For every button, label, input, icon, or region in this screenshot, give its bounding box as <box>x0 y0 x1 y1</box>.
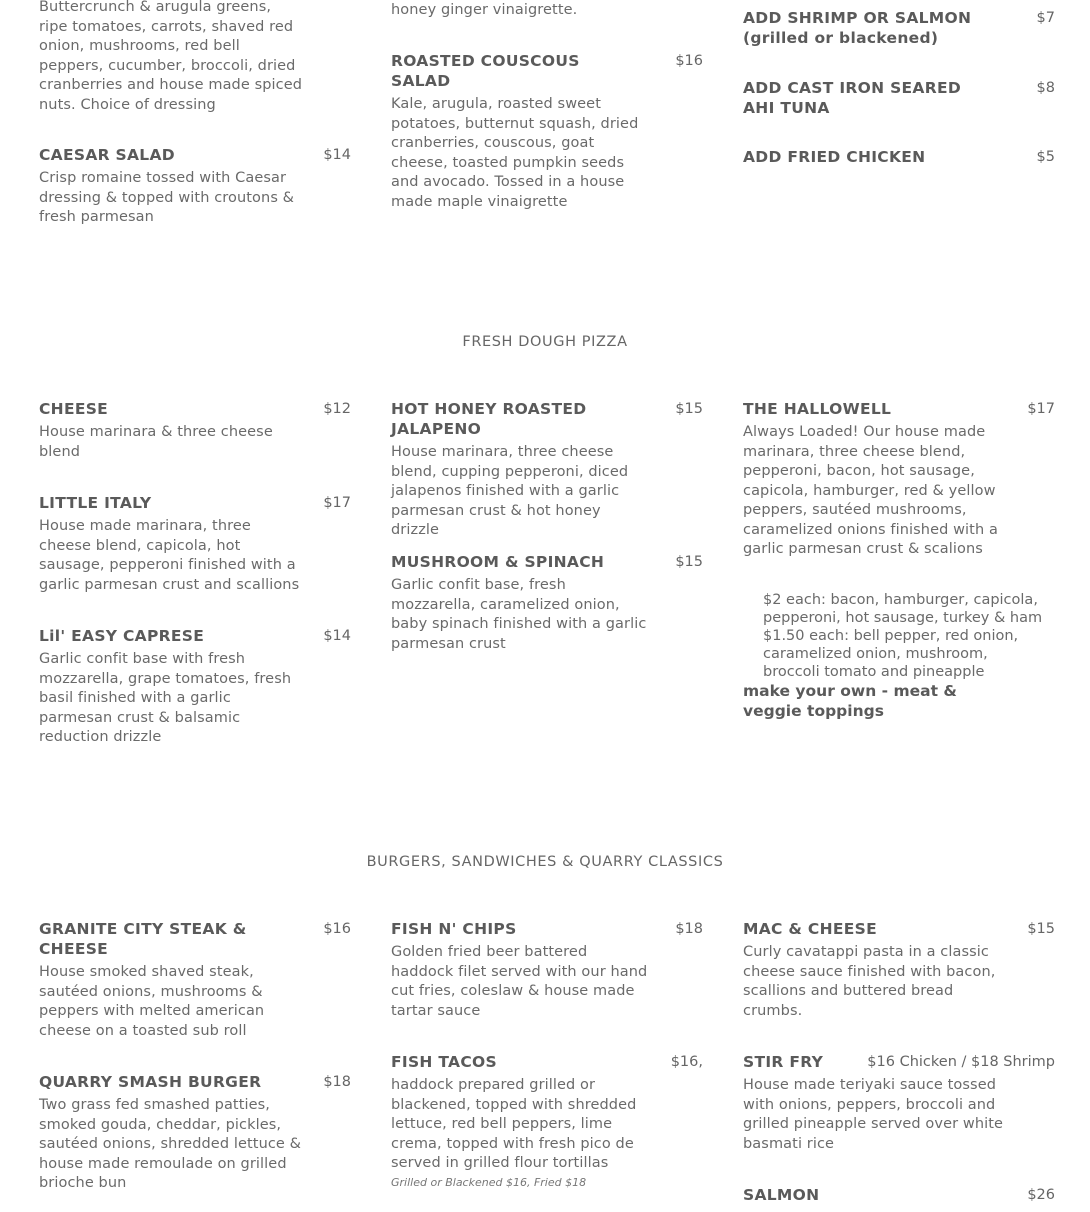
item-price: $26 <box>1027 1187 1055 1203</box>
item-header <box>39 919 351 959</box>
item-name: HOT HONEY ROASTED JALAPENO <box>391 400 587 438</box>
item-name: MAC & CHEESE <box>743 920 877 938</box>
menu-item-house-salad-partial <box>39 0 351 115</box>
item-name: CHEESE <box>39 400 109 418</box>
menu-item-caesar-salad <box>39 145 351 228</box>
menu-item-stir-fry <box>743 1052 1055 1154</box>
item-price: $15 <box>1027 921 1055 937</box>
item-description: Garlic confit base with fresh mozzarella, grape tomatoes, fresh basil finished with a garlic parmesan crust & balsamic reduction drizzle <box>39 651 292 745</box>
item-header <box>743 147 1055 167</box>
item-description: Two grass fed smashed patties, smoked gouda, cheddar, pickles, sautéed onions, shredded lettuce & house made remoulade on grilled brioche bun <box>39 1097 302 1191</box>
item-name: MUSHROOM & SPINACH <box>391 553 605 571</box>
toppings-meat-price: $2 each: bacon, hamburger, capicola, pepperoni, hot sausage, turkey & ham <box>763 592 1043 626</box>
item-price: $17 <box>1027 401 1055 417</box>
item-header <box>391 919 703 939</box>
item-price: $16 <box>323 921 351 937</box>
item-name: SALMON <box>743 1186 820 1204</box>
item-note: Grilled or Blackened $16, Fried $18 <box>391 1175 587 1189</box>
menu-item-hot-honey-jalapeno <box>391 399 703 541</box>
item-description: House smoked shaved steak, sautéed onions, mushrooms & peppers with melted american cheese on a toasted sub roll <box>39 964 265 1039</box>
item-name: ADD CAST IRON SEARED AHI TUNA <box>743 79 962 117</box>
item-price: $15 <box>675 554 703 570</box>
item-name: LITTLE ITALY <box>39 494 152 512</box>
item-header <box>743 919 1055 939</box>
section-title-burgers: BURGERS, SANDWICHES & QUARRY CLASSICS <box>366 854 724 870</box>
item-name: ROASTED COUSCOUS SALAD <box>391 52 580 90</box>
item-name: GRANITE CITY STEAK & CHEESE <box>39 920 247 958</box>
item-price: $16 <box>675 53 703 69</box>
item-price: $7 <box>1036 10 1055 26</box>
item-description: Golden fried beer battered haddock filet served with our hand cut fries, coleslaw & house made tartar sauce <box>391 944 648 1019</box>
addon-fried-chicken <box>743 147 1055 167</box>
item-price: $16, <box>670 1054 703 1070</box>
toppings-veggie-price: $1.50 each: bell pepper, red onion, caramelized onion, mushroom, broccoli tomato and pineapple <box>763 628 1019 680</box>
item-header <box>743 399 1055 419</box>
addon-shrimp-salmon <box>743 8 1055 48</box>
item-name: FISH N' CHIPS <box>391 920 517 938</box>
menu-item-mac-and-cheese <box>743 919 1055 1021</box>
section-title-pizza: FRESH DOUGH PIZZA <box>462 334 628 350</box>
menu-item-granite-city-steak <box>39 919 351 1041</box>
menu-item-mushroom-spinach <box>391 552 703 654</box>
menu-item-salad-partial <box>391 1 703 21</box>
item-description: Garlic confit base, fresh mozzarella, caramelized onion, baby spinach finished with a garlic parmesan crust <box>391 577 647 652</box>
item-name: FISH TACOS <box>391 1053 497 1071</box>
item-price: $18 <box>675 921 703 937</box>
item-header <box>391 51 703 91</box>
item-description: House made teriyaki sauce tossed with onions, peppers, broccoli and grilled pineapple served over white basmati rice <box>743 1077 1004 1152</box>
item-name: QUARRY SMASH BURGER <box>39 1073 262 1091</box>
item-name: CAESAR SALAD <box>39 146 175 164</box>
item-header <box>39 493 351 513</box>
menu-item-the-hallowell <box>743 399 1055 560</box>
menu-item-fish-n-chips <box>391 919 703 1021</box>
item-description: House marinara, three cheese blend, cupping pepperoni, diced jalapenos finished with a garlic parmesan crust & hot honey drizzle <box>391 444 629 538</box>
item-price: $17 <box>323 495 351 511</box>
item-header <box>743 78 1055 118</box>
item-name: ADD SHRIMP OR SALMON (grilled or blackened) <box>743 9 972 47</box>
item-header <box>391 399 703 439</box>
toppings-title: make your own - meat & veggie toppings <box>743 682 957 720</box>
menu-item-salmon <box>743 1185 1055 1205</box>
item-price: $14 <box>323 628 351 644</box>
item-name: STIR FRY <box>743 1053 824 1071</box>
item-description: House marinara & three cheese blend <box>39 424 273 460</box>
item-name: THE HALLOWELL <box>743 400 892 418</box>
item-header <box>39 626 351 646</box>
item-price: $5 <box>1036 149 1055 165</box>
item-description: haddock prepared grilled or blackened, topped with shredded lettuce, red bell peppers, lime crema, topped with fresh pico de served in grilled flour tortillas <box>391 1077 637 1171</box>
addon-ahi-tuna <box>743 78 1055 118</box>
menu-item-little-italy <box>39 493 351 595</box>
item-description: House made marinara, three cheese blend, capicola, hot sausage, pepperoni finished with a garlic parmesan crust and scallions <box>39 518 300 593</box>
menu-item-cheese-pizza <box>39 399 351 462</box>
item-description: Curly cavatappi pasta in a classic cheese sauce finished with bacon, scallions and buttered bread crumbs. <box>743 944 996 1019</box>
toppings-prices <box>763 591 1063 681</box>
item-header <box>39 399 351 419</box>
item-description: Crisp romaine tossed with Caesar dressing & topped with croutons & fresh parmesan <box>39 170 295 225</box>
item-price: $8 <box>1036 80 1055 96</box>
item-price: $12 <box>323 401 351 417</box>
item-header <box>391 1052 703 1072</box>
menu-item-quarry-smash-burger <box>39 1072 351 1194</box>
item-price: $18 <box>323 1074 351 1090</box>
menu-item-lil-easy-caprese <box>39 626 351 748</box>
item-description: Kale, arugula, roasted sweet potatoes, butternut squash, dried cranberries, couscous, goat cheese, toasted pumpkin seeds and avocado. Tossed in a house made maple vinaigrette <box>391 96 639 210</box>
menu-item-fish-tacos <box>391 1052 703 1189</box>
item-header <box>743 8 1055 48</box>
item-name: ADD FRIED CHICKEN <box>743 148 926 166</box>
item-header <box>39 145 351 165</box>
item-header <box>743 1052 1055 1072</box>
item-description: Always Loaded! Our house made marinara, three cheese blend, pepperoni, bacon, hot sausage, capicola, hamburger, red & yellow peppers, sautéed mushrooms, caramelized onions finished with a garlic parmesan crust & scalions <box>743 424 998 557</box>
item-price: $16 Chicken / $18 Shrimp <box>867 1054 1055 1070</box>
menu-item-roasted-couscous-salad <box>391 51 703 212</box>
item-name: Lil' EASY CAPRESE <box>39 627 205 645</box>
item-description: honey ginger vinaigrette. <box>391 2 578 18</box>
item-header <box>391 552 703 572</box>
item-header <box>743 1185 1055 1205</box>
item-header <box>39 1072 351 1092</box>
item-price: $15 <box>675 401 703 417</box>
item-price: $14 <box>323 147 351 163</box>
item-description: Buttercrunch & arugula greens, ripe tomatoes, carrots, shaved red onion, mushrooms, red bell peppers, cucumber, broccoli, dried cranberries and house made spiced nuts. Choice of dressing <box>39 0 303 113</box>
